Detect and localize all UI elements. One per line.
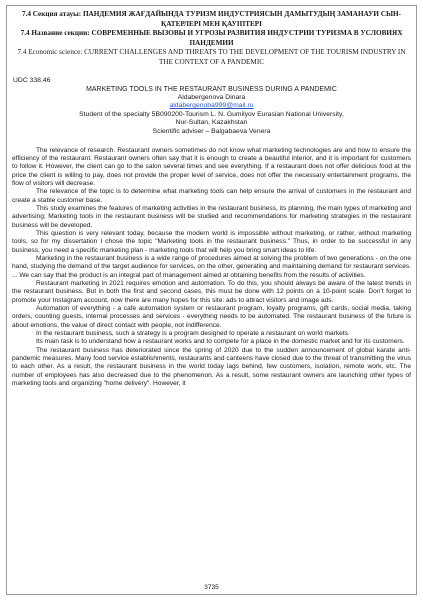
body-paragraph: This study examines the features of marketing activities in the restaurant business, its planning, the main types of marketing and advertising; Marketing tools in the restaurant business will be studied and recommendations for marketing strategies in the restaurant business will be developed. — [12, 204, 411, 229]
body-paragraph: Its main task is to understand how a restaurant works and to compete for a place in the domestic market and for its customers. — [36, 338, 405, 346]
author-affiliation: Student of the specialty 5B090200-Tourism L. N. Gumilyov Eurasian National University, — [79, 110, 344, 118]
section-title-kz: ПАНДЕМИЯ ЖАҒДАЙЫНДА ТУРИЗМ ИНДУСТРИЯСЫН ДАМЫТУДЫҢ ЗАМАНАУИ СЫН-ҚАТЕРЛЕРІ МЕН ҚАУІПТЕРІ — [82, 10, 402, 28]
body-paragraph: The relevance of research. Restaurant owners sometimes do not know what marketing technologies are and how to ensure the efficiency of the restaurant. Restaurant owners often say that it is enough to create a beautiful interior, and it is important for customers to follow it. However, the client can go to the salon several times and see everything. If a restaurant does not offer delicious food at the price the client is willing to pay, does not provide the proper level of service, does not offer the necessary entertainment programs, the flow of visitors will decrease. — [12, 146, 411, 187]
body-paragraph: In the restaurant business, such a strategy is a program designed to operate a restaurant on world markets. — [36, 330, 350, 338]
body-paragraph: Automation of everything - a cafe automation system or restaurant program, loyalty programs, gift cards, social media, taking orders, counting guests, internal processes and services - everything needs to be automated. The restaurant business of the future is about emotions, the value of direct contact with people, not indifference. — [12, 305, 411, 329]
section-header-ru — [12, 29, 411, 48]
author-name: Aldabergenova Dinara — [177, 93, 246, 101]
section-header-en — [12, 48, 411, 67]
section-prefix-ru: 7.4 Название секции: — [20, 29, 92, 38]
body-paragraph: This question is very relevant today, because the modern world is impossible without marketing, or rather, without marketing tools, so for my dissertation I chose the topic "Marketing tools in the restaurant business." Thus, in order to be successful in any business, you need a specific marketing plan - marketing tools that will help you bring smart ideas to life. — [12, 229, 411, 254]
author-location: Nur-Sultan, Kazakhstan — [175, 119, 248, 127]
scientific-adviser: Scientific adviser – Balgabaeva Venera — [152, 127, 271, 135]
section-title-en: CURRENT CHALLENGES AND THREATS TO THE DEVELOPMENT OF THE TOURISM INDUSTRY IN THE CONTEXT OF A PANDEMIC — [84, 48, 406, 66]
article-title: MARKETING TOOLS IN THE RESTAURANT BUSINESS DURING A PANDEMIC — [86, 85, 337, 93]
udc-code: UDC 338.46 — [13, 76, 51, 84]
section-title-ru: СОВРЕМЕННЫЕ ВЫЗОВЫ И УГРОЗЫ РАЗВИТИЯ ИНДУСТРИИ ТУРИЗМА В УСЛОВИЯХ ПАНДЕМИИ — [91, 29, 403, 47]
article-body — [12, 147, 411, 389]
body-paragraph: The restaurant business has deteriorated since the spring of 2020 due to the sudden announcement of global karate anti-pandemic measures. Many food service establishments, restaurants and canteens have closed due to the threat of transmitting the virus to each other. As a result, the restaurant business in the world today lags behind, few customers, isolation, remote work, etc. The number of employees has also decreased due to the phenomenon. As a result, some restaurant owners are launching other types of marketing tools and organizing "home delivery". However, it — [12, 346, 411, 388]
section-prefix-kz: 7.4 Секция атауы: — [21, 10, 83, 18]
body-paragraph: The relevance of the topic is to determine what marketing tools can help ensure the arrival of customers in the restaurant and create a stable customer base. — [12, 188, 411, 204]
body-paragraph: Marketing in the restaurant business is a wide range of procedures aimed at solving the problem of two generations - on the one hand, studying the demand of the target audience for services, on the other, generating and maintaining demand for restaurant services. ... We can say that the product is an integral part of management aimed at obtaining benefits from the results of activities. — [12, 255, 411, 279]
author-email-link[interactable]: aldabergenoba999@mail.ru — [169, 102, 254, 110]
section-header-kz — [12, 10, 411, 29]
body-paragraph: Restaurant marketing in 2021 requires emotion and automation. To do this, you should always be aware of the latest trends in the restaurant business. But in both the first and second cases, this must be done with 12 points on a 10-point scale. Don't forget to promote your Instagram account, now there are many hopes for this site: ads to attract visitors and image ads. — [12, 280, 411, 304]
section-prefix-en: 7.4 Economic science: — [17, 48, 85, 57]
page-number: 3735 — [204, 584, 219, 591]
